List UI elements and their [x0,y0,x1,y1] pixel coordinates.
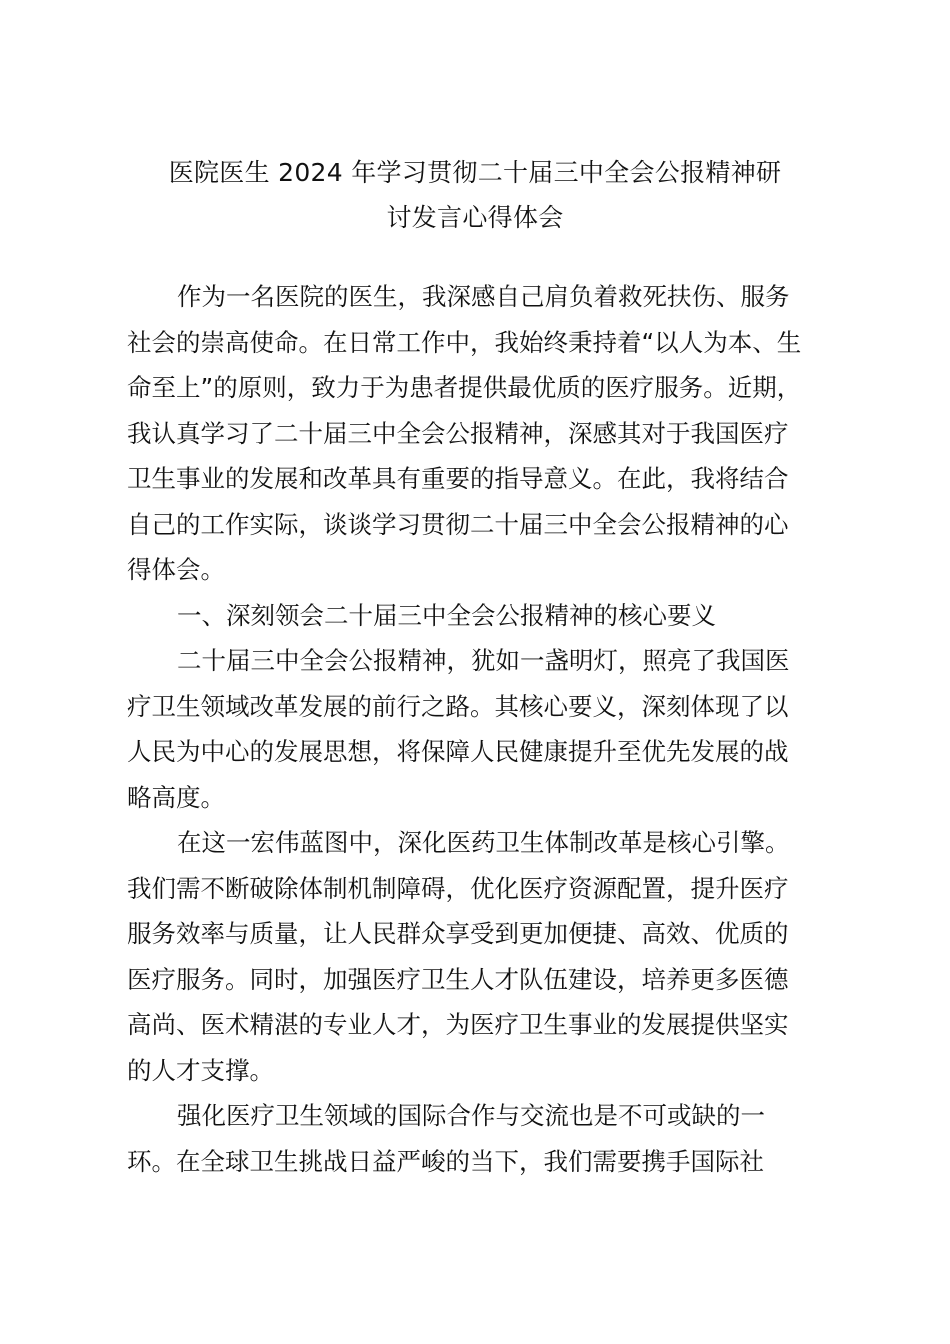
body-line: 社会的崇高使命。在日常工作中，我始终秉持着“以人为本、生 [127,327,802,357]
body-line: 人民为中心的发展思想，将保障人民健康提升至优先发展的战 [127,737,789,766]
document-title [118,150,832,240]
body-line: 我们需不断破除体制机制障碍，优化医疗资源配置，提升医疗 [127,873,789,903]
body-line: 在这一宏伟蓝图中，深化医药卫生体制改革是核心引擎。 [177,828,790,857]
body-line: 医疗服务。同时，加强医疗卫生人才队伍建设，培养更多医德 [127,964,789,994]
body-line: 命至上”的原则，致力于为患者提供最优质的医疗服务。近期， [127,373,802,402]
title-line-1: 医院医生 2024 年学习贯彻二十届三中全会公报精神研 [168,158,782,187]
body-line: 高尚、医术精湛的专业人才，为医疗卫生事业的发展提供坚实 [127,1010,789,1039]
body-line: 一、深刻领会二十届三中全会公报精神的核心要义 [177,600,716,630]
body-line: 自己的工作实际，谈谈学习贯彻二十届三中全会公报精神的心 [127,509,789,539]
body-line: 卫生事业的发展和改革具有重要的指导意义。在此，我将结合 [127,464,789,493]
body-line: 环。在全球卫生挑战日益严峻的当下，我们需要携手国际社 [127,1146,764,1176]
body-line: 得体会。 [127,555,225,584]
body-line: 服务效率与质量，让人民群众享受到更加便捷、高效、优质的 [127,919,789,948]
body-line: 的人才支撑。 [127,1055,274,1085]
title-line-2: 讨发言心得体会 [386,203,564,232]
document-body [127,283,827,1193]
body-line: 疗卫生领域改革发展的前行之路。其核心要义，深刻体现了以 [127,691,789,721]
body-line: 二十届三中全会公报精神，犹如一盏明灯，照亮了我国医 [177,646,790,675]
body-line: 强化医疗卫生领域的国际合作与交流也是不可或缺的一 [177,1101,765,1130]
body-line: 作为一名医院的医生，我深感自己肩负着救死扶伤、服务 [177,282,790,311]
body-line: 我认真学习了二十届三中全会公报精神，深感其对于我国医疗 [127,418,789,448]
body-line: 略高度。 [127,782,225,812]
